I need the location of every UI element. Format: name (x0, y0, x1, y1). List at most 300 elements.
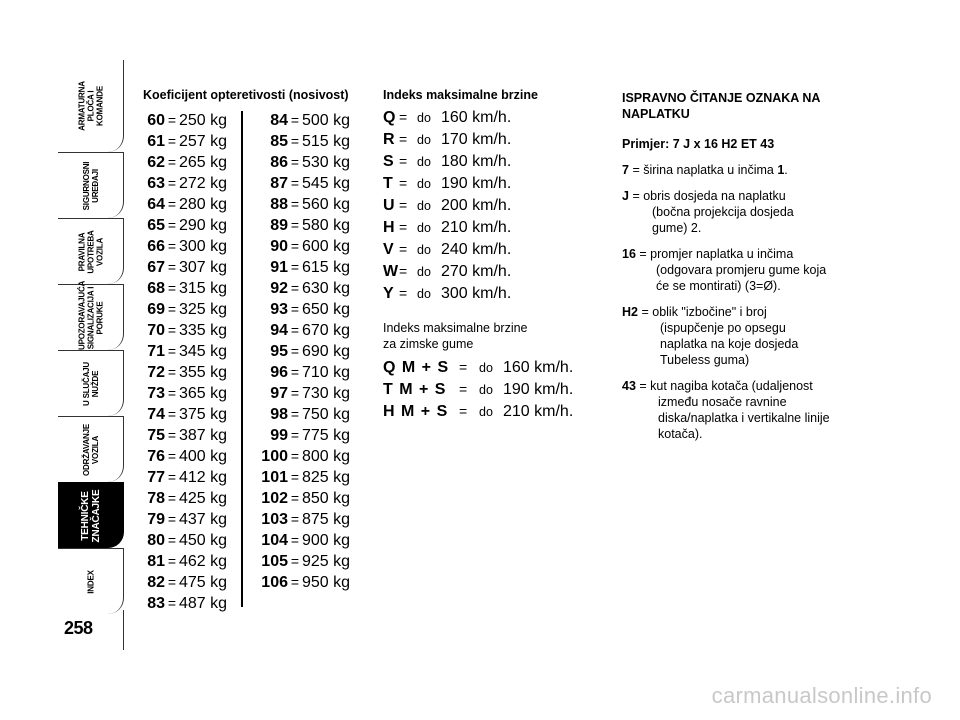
up-to-label: do (479, 405, 493, 419)
load-index-row (258, 236, 350, 257)
equals-sign: = (290, 112, 300, 128)
load-index-row (143, 299, 227, 320)
up-to-label: do (417, 221, 431, 235)
load-index-value: 325 kg (179, 301, 228, 318)
equals-sign: = (167, 511, 177, 527)
load-index-row (143, 488, 227, 509)
load-index-code: 65 (147, 217, 165, 234)
rim-definition-key: 7 (622, 163, 629, 177)
load-index-row (143, 257, 227, 278)
load-index-value: 515 kg (302, 133, 351, 150)
load-index-row (258, 194, 350, 215)
sidebar-spine-top (123, 60, 124, 90)
rim-marking-definitions (622, 162, 862, 442)
rim-marking-example: Primjer: 7 J x 16 H2 ET 43 (622, 137, 775, 151)
load-index-code: 73 (147, 385, 165, 402)
load-index-value: 307 kg (179, 259, 228, 276)
speed-index-row (383, 150, 511, 172)
equals-sign: = (167, 448, 177, 464)
load-index-row (258, 278, 350, 299)
rim-definition-key: H2 (622, 305, 638, 319)
equals-sign: = (399, 197, 408, 213)
load-index-code: 63 (147, 175, 165, 192)
load-index-row (258, 362, 350, 383)
winter-speed-row (383, 378, 573, 400)
speed-index-value: 240 km/h. (441, 241, 512, 258)
load-index-heading: Koeficijent opteretivosti (nosivost) (143, 88, 349, 102)
load-index-row (143, 131, 227, 152)
load-index-value: 730 kg (302, 385, 351, 402)
rim-definition (622, 304, 862, 368)
equals-sign: = (290, 259, 300, 275)
speed-index-row (383, 260, 511, 282)
speed-index-letter: Y (383, 285, 394, 302)
load-index-code: 60 (147, 112, 165, 129)
load-index-row (258, 572, 350, 593)
load-index-value: 425 kg (179, 490, 228, 507)
load-index-code: 92 (270, 280, 288, 297)
load-index-row (258, 110, 350, 131)
load-index-column-2 (258, 110, 350, 593)
load-index-code: 96 (270, 364, 288, 381)
up-to-label: do (417, 243, 431, 257)
load-index-row (258, 530, 350, 551)
load-index-code: 90 (270, 238, 288, 255)
load-index-row (143, 572, 227, 593)
equals-sign: = (290, 469, 300, 485)
load-index-row (143, 425, 227, 446)
load-index-value: 500 kg (302, 112, 351, 129)
load-index-code: 87 (270, 175, 288, 192)
speed-index-letter: U (383, 197, 395, 214)
up-to-label: do (417, 265, 431, 279)
rim-definition-continuation: kotača). (658, 427, 703, 441)
chapter-tab-2[interactable] (58, 218, 124, 284)
equals-sign: = (167, 595, 177, 611)
load-index-row (143, 383, 227, 404)
equals-sign: = (167, 112, 177, 128)
load-index-value: 925 kg (302, 553, 351, 570)
equals-sign: = (290, 175, 300, 191)
equals-sign: = (290, 343, 300, 359)
speed-index-value: 160 km/h. (441, 109, 512, 126)
equals-sign: = (167, 175, 177, 191)
load-index-value: 710 kg (302, 364, 351, 381)
chapter-tab-6[interactable] (58, 482, 124, 548)
speed-index-row (383, 172, 511, 194)
load-index-value: 630 kg (302, 280, 351, 297)
load-index-row (143, 551, 227, 572)
load-index-value: 530 kg (302, 154, 351, 171)
load-index-row (143, 593, 227, 614)
load-index-code: 61 (147, 133, 165, 150)
load-index-value: 475 kg (179, 574, 228, 591)
equals-sign: = (167, 322, 177, 338)
equals-sign: = (399, 263, 408, 279)
equals-sign: = (167, 280, 177, 296)
equals-sign: = (399, 175, 408, 191)
equals-sign: = (459, 403, 468, 419)
winter-speed-code: Q M + S (383, 359, 450, 376)
load-index-row (258, 215, 350, 236)
load-index-value: 560 kg (302, 196, 351, 213)
equals-sign: = (167, 490, 177, 506)
chapter-tab-4[interactable] (58, 350, 124, 416)
load-index-row (258, 257, 350, 278)
rim-definition-ref: 1 (777, 163, 785, 177)
equals-sign: = (290, 532, 300, 548)
load-index-code: 93 (270, 301, 288, 318)
equals-sign: = (167, 217, 177, 233)
load-index-value: 290 kg (179, 217, 228, 234)
rim-definition-continuation: (bočna projekcija dosjeda (652, 205, 794, 219)
load-index-code: 88 (270, 196, 288, 213)
rim-definition-continuation: naplatka na koje dosjeda (660, 337, 799, 351)
equals-sign: = (167, 553, 177, 569)
load-index-value: 315 kg (179, 280, 228, 297)
rim-definition-continuation: gume) 2. (652, 221, 702, 235)
load-index-code: 105 (261, 553, 288, 570)
load-index-value: 650 kg (302, 301, 351, 318)
speed-index-row (383, 194, 511, 216)
up-to-label: do (417, 155, 431, 169)
load-index-value: 280 kg (179, 196, 228, 213)
load-index-code: 104 (261, 532, 288, 549)
equals-sign: = (290, 217, 300, 233)
load-index-row (258, 320, 350, 341)
up-to-label: do (417, 111, 431, 125)
load-index-code: 71 (147, 343, 165, 360)
up-to-label: do (479, 361, 493, 375)
equals-sign: = (167, 154, 177, 170)
load-index-row (258, 509, 350, 530)
equals-sign: = (167, 406, 177, 422)
load-index-row (258, 341, 350, 362)
load-index-value: 800 kg (302, 448, 351, 465)
up-to-label: do (417, 287, 431, 301)
rim-definition-continuation: (odgovara promjeru gume koja (656, 263, 827, 277)
sidebar-spine-bottom (123, 610, 124, 650)
rim-definition-tail: . (784, 163, 788, 177)
winter-speed-value: 210 km/h. (503, 403, 574, 420)
load-index-row (258, 488, 350, 509)
equals-sign: = (290, 301, 300, 317)
equals-sign: = (399, 109, 408, 125)
chapter-tab-label: ARMATURNA PLOČA I KOMANDE (77, 81, 104, 131)
load-index-code: 78 (147, 490, 165, 507)
load-index-code: 62 (147, 154, 165, 171)
equals-sign: = (290, 238, 300, 254)
equals-sign: = (290, 322, 300, 338)
rim-definition-continuation: (ispupčenje po opsegu (660, 321, 786, 335)
equals-sign: = (399, 219, 408, 235)
load-index-row (258, 425, 350, 446)
load-index-row (258, 446, 350, 467)
load-index-code: 89 (270, 217, 288, 234)
load-index-code: 103 (261, 511, 288, 528)
load-index-row (258, 404, 350, 425)
equals-sign: = (290, 553, 300, 569)
equals-sign: = (290, 511, 300, 527)
load-index-row (143, 152, 227, 173)
winter-speed-row (383, 356, 573, 378)
speed-index-value: 300 km/h. (441, 285, 512, 302)
chapter-tab-7[interactable] (58, 548, 124, 614)
equals-sign: = (290, 448, 300, 464)
equals-sign: = (167, 301, 177, 317)
speed-index-row (383, 216, 511, 238)
load-index-row (143, 404, 227, 425)
speed-index-value: 270 km/h. (441, 263, 512, 280)
equals-sign: = (167, 532, 177, 548)
load-index-value: 257 kg (179, 133, 228, 150)
load-index-code: 102 (261, 490, 288, 507)
load-index-code: 84 (270, 112, 288, 129)
rim-definition-text: = obris dosjeda na naplatku (632, 189, 786, 203)
load-index-row (143, 320, 227, 341)
load-index-code: 68 (147, 280, 165, 297)
speed-index-letter: R (383, 131, 395, 148)
column-divider (241, 111, 243, 607)
rim-definition-continuation: između nosače ravnine (658, 395, 787, 409)
load-index-row (258, 152, 350, 173)
equals-sign: = (167, 427, 177, 443)
equals-sign: = (459, 381, 468, 397)
up-to-label: do (417, 133, 431, 147)
speed-index-letter: V (383, 241, 394, 258)
equals-sign: = (167, 385, 177, 401)
load-index-value: 250 kg (179, 112, 228, 129)
rim-definition-continuation: Tubeless guma) (660, 353, 750, 367)
rim-definition-text: = kut nagiba kotača (udaljenost (639, 379, 813, 393)
load-index-value: 387 kg (179, 427, 228, 444)
load-index-value: 615 kg (302, 259, 351, 276)
load-index-row (258, 551, 350, 572)
chapter-tab-label: UPOZORAVAJUĆA SIGNALIZACIJA I PORUKE (77, 280, 104, 350)
equals-sign: = (399, 153, 408, 169)
equals-sign: = (290, 406, 300, 422)
load-index-code: 100 (261, 448, 288, 465)
rim-definition-text: = promjer naplatka u inčima (639, 247, 794, 261)
winter-speed-row (383, 400, 573, 422)
load-index-value: 545 kg (302, 175, 351, 192)
load-index-value: 300 kg (179, 238, 228, 255)
load-index-code: 83 (147, 595, 165, 612)
equals-sign: = (167, 343, 177, 359)
rim-definition-text: = oblik "izbočine" i broj (641, 305, 767, 319)
load-index-code: 80 (147, 532, 165, 549)
equals-sign: = (290, 574, 300, 590)
speed-index-letter: W (383, 263, 399, 280)
load-index-code: 94 (270, 322, 288, 339)
chapter-tab-label: U SLUČAJU NUŽDE (81, 361, 100, 406)
rim-definition-text: = širina naplatka u inčima (632, 163, 778, 177)
equals-sign: = (399, 241, 408, 257)
load-index-value: 365 kg (179, 385, 228, 402)
load-index-row (143, 362, 227, 383)
load-index-code: 86 (270, 154, 288, 171)
rim-definition-key: 16 (622, 247, 636, 261)
load-index-row (258, 383, 350, 404)
load-index-value: 600 kg (302, 238, 351, 255)
equals-sign: = (167, 259, 177, 275)
equals-sign: = (290, 280, 300, 296)
load-index-code: 97 (270, 385, 288, 402)
speed-index-value: 180 km/h. (441, 153, 512, 170)
load-index-code: 75 (147, 427, 165, 444)
load-index-row (143, 467, 227, 488)
load-index-row (143, 194, 227, 215)
load-index-value: 580 kg (302, 217, 351, 234)
equals-sign: = (167, 133, 177, 149)
equals-sign: = (167, 364, 177, 380)
equals-sign: = (459, 359, 468, 375)
speed-index-row (383, 106, 511, 128)
load-index-value: 690 kg (302, 343, 351, 360)
equals-sign: = (290, 154, 300, 170)
up-to-label: do (417, 177, 431, 191)
chapter-tab-label: PRAVILNA UPOTREBA VOZILA (77, 229, 104, 274)
winter-speed-value: 190 km/h. (503, 381, 574, 398)
load-index-row (258, 173, 350, 194)
load-index-value: 437 kg (179, 511, 228, 528)
load-index-value: 850 kg (302, 490, 351, 507)
equals-sign: = (167, 238, 177, 254)
load-index-value: 875 kg (302, 511, 351, 528)
speed-index-letter: Q (383, 109, 396, 126)
load-index-value: 345 kg (179, 343, 228, 360)
equals-sign: = (399, 285, 408, 301)
load-index-row (258, 131, 350, 152)
speed-index-value: 170 km/h. (441, 131, 512, 148)
load-index-code: 85 (270, 133, 288, 150)
equals-sign: = (167, 574, 177, 590)
load-index-row (143, 341, 227, 362)
winter-speed-code: T M + S (383, 381, 447, 398)
equals-sign: = (290, 196, 300, 212)
chapter-tab-1[interactable] (58, 152, 124, 218)
load-index-row (143, 110, 227, 131)
winter-tyre-note: Indeks maksimalne brzine za zimske gume (383, 321, 528, 351)
equals-sign: = (290, 490, 300, 506)
speed-index-letter: T (383, 175, 393, 192)
load-index-code: 91 (270, 259, 288, 276)
up-to-label: do (479, 383, 493, 397)
rim-definition-key: 43 (622, 379, 636, 393)
load-index-row (143, 530, 227, 551)
load-index-value: 775 kg (302, 427, 351, 444)
load-index-row (143, 173, 227, 194)
load-index-code: 72 (147, 364, 165, 381)
rim-definition-continuation: će se montirati) (3=Ø). (656, 279, 781, 293)
load-index-code: 76 (147, 448, 165, 465)
chapter-tab-label: TEHNIČKE ZNAČAJKE (79, 489, 102, 542)
speed-index-row (383, 238, 511, 260)
equals-sign: = (290, 364, 300, 380)
speed-index-value: 200 km/h. (441, 197, 512, 214)
rim-definition (622, 162, 862, 178)
speed-index-letter: S (383, 153, 394, 170)
chapter-tab-label: SIGURNOSNI UREĐAJI (81, 161, 100, 210)
rim-marking-section (622, 90, 862, 442)
load-index-row (143, 278, 227, 299)
chapter-tab-5[interactable] (58, 416, 124, 482)
load-index-code: 64 (147, 196, 165, 213)
rim-definition (622, 188, 862, 236)
load-index-code: 98 (270, 406, 288, 423)
load-index-code: 77 (147, 469, 165, 486)
load-index-code: 66 (147, 238, 165, 255)
watermark: carmanualsonline.info (711, 683, 932, 708)
load-index-code: 69 (147, 301, 165, 318)
speed-index-value: 210 km/h. (441, 219, 512, 236)
chapter-tab-label: ODRŽAVANJE VOZILA (81, 423, 100, 476)
chapter-tab-label: INDEX (86, 569, 95, 594)
winter-speed-code: H M + S (383, 403, 449, 420)
equals-sign: = (399, 131, 408, 147)
chapter-tab-3[interactable] (58, 280, 124, 350)
load-index-value: 335 kg (179, 322, 228, 339)
load-index-row (143, 446, 227, 467)
load-index-value: 412 kg (179, 469, 228, 486)
load-index-code: 101 (261, 469, 288, 486)
chapter-sidebar (58, 60, 124, 650)
load-index-row (258, 467, 350, 488)
equals-sign: = (290, 133, 300, 149)
rim-definition-continuation: diska/naplatka i vertikalne linije (658, 411, 830, 425)
load-index-value: 487 kg (179, 595, 228, 612)
load-index-row (143, 236, 227, 257)
page-number: 258 (64, 618, 93, 638)
load-index-value: 272 kg (179, 175, 228, 192)
load-index-value: 375 kg (179, 406, 228, 423)
load-index-row (143, 509, 227, 530)
winter-speed-value: 160 km/h. (503, 359, 574, 376)
chapter-tab-0[interactable] (58, 60, 124, 152)
equals-sign: = (167, 469, 177, 485)
speed-index-value: 190 km/h. (441, 175, 512, 192)
load-index-column-1 (143, 110, 227, 614)
equals-sign: = (167, 196, 177, 212)
load-index-value: 950 kg (302, 574, 351, 591)
equals-sign: = (290, 427, 300, 443)
up-to-label: do (417, 199, 431, 213)
load-index-code: 67 (147, 259, 165, 276)
load-index-code: 79 (147, 511, 165, 528)
load-index-code: 81 (147, 553, 165, 570)
load-index-value: 670 kg (302, 322, 351, 339)
rim-definition (622, 246, 862, 294)
speed-index-row (383, 282, 511, 304)
load-index-value: 462 kg (179, 553, 228, 570)
load-index-code: 82 (147, 574, 165, 591)
load-index-row (143, 215, 227, 236)
load-index-value: 400 kg (179, 448, 228, 465)
speed-index-heading: Indeks maksimalne brzine (383, 88, 538, 102)
rim-marking-title: ISPRAVNO ČITANJE OZNAKA NA NAPLATKU (622, 91, 821, 121)
speed-index-letter: H (383, 219, 395, 236)
load-index-code: 70 (147, 322, 165, 339)
speed-index-row (383, 128, 511, 150)
equals-sign: = (290, 385, 300, 401)
load-index-value: 900 kg (302, 532, 351, 549)
load-index-value: 825 kg (302, 469, 351, 486)
load-index-row (258, 299, 350, 320)
load-index-code: 99 (270, 427, 288, 444)
rim-definition (622, 378, 862, 442)
rim-definition-key: J (622, 189, 629, 203)
load-index-code: 95 (270, 343, 288, 360)
